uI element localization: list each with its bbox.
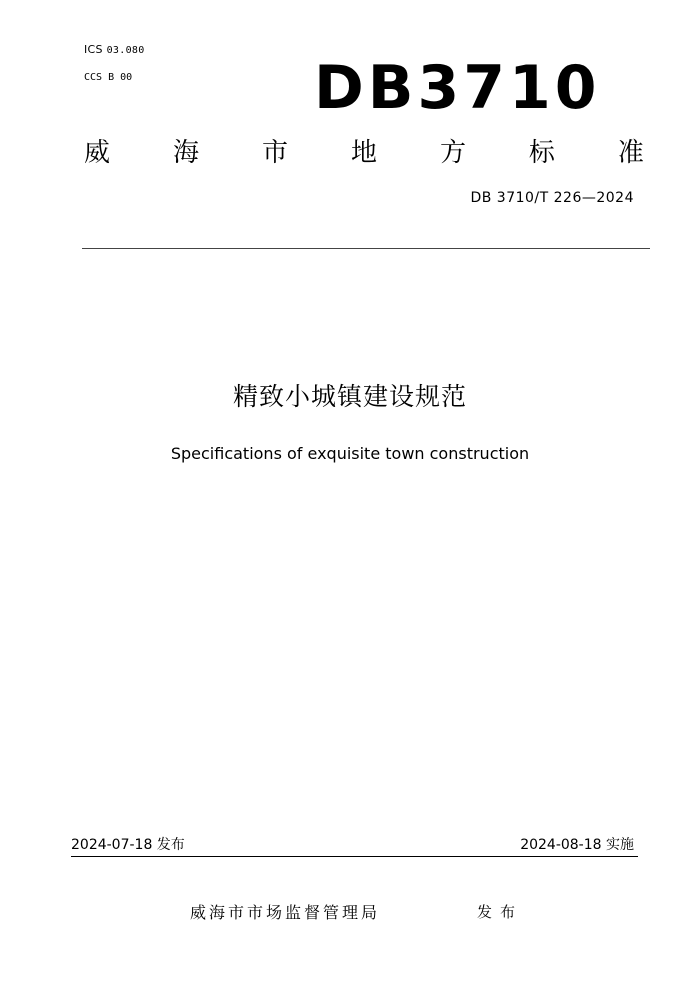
issuing-authority: 威海市市场监督管理局 — [190, 903, 381, 922]
standard-type-char: 威 — [84, 138, 111, 168]
standard-number: DB 3710/T 226—2024 — [470, 190, 634, 206]
footer-divider — [71, 856, 638, 857]
header-divider — [82, 248, 650, 249]
implementation-date: 2024-08-18 实施 — [520, 837, 634, 853]
standard-type-char: 方 — [439, 138, 466, 168]
standard-type-heading — [84, 135, 644, 171]
issue-label: 发布 — [477, 903, 524, 921]
standard-type-char: 海 — [172, 138, 199, 168]
document-english-title: Specifications of exquisite town construction — [170, 444, 530, 463]
ccs-code: CCS B 00 — [84, 72, 133, 83]
db-code-heading: DB3710 — [314, 53, 601, 123]
ics-code — [84, 43, 145, 56]
ics-number: 03.080 — [106, 45, 145, 56]
publish-date: 2024-07-18 发布 — [71, 837, 185, 853]
ics-label: ICS — [84, 43, 103, 56]
standard-type-char: 地 — [350, 138, 377, 168]
standard-type-char: 准 — [617, 138, 644, 168]
document-title: 精致小城镇建设规范 — [232, 382, 467, 411]
standard-type-char: 市 — [261, 138, 288, 168]
standard-type-char: 标 — [528, 138, 555, 168]
